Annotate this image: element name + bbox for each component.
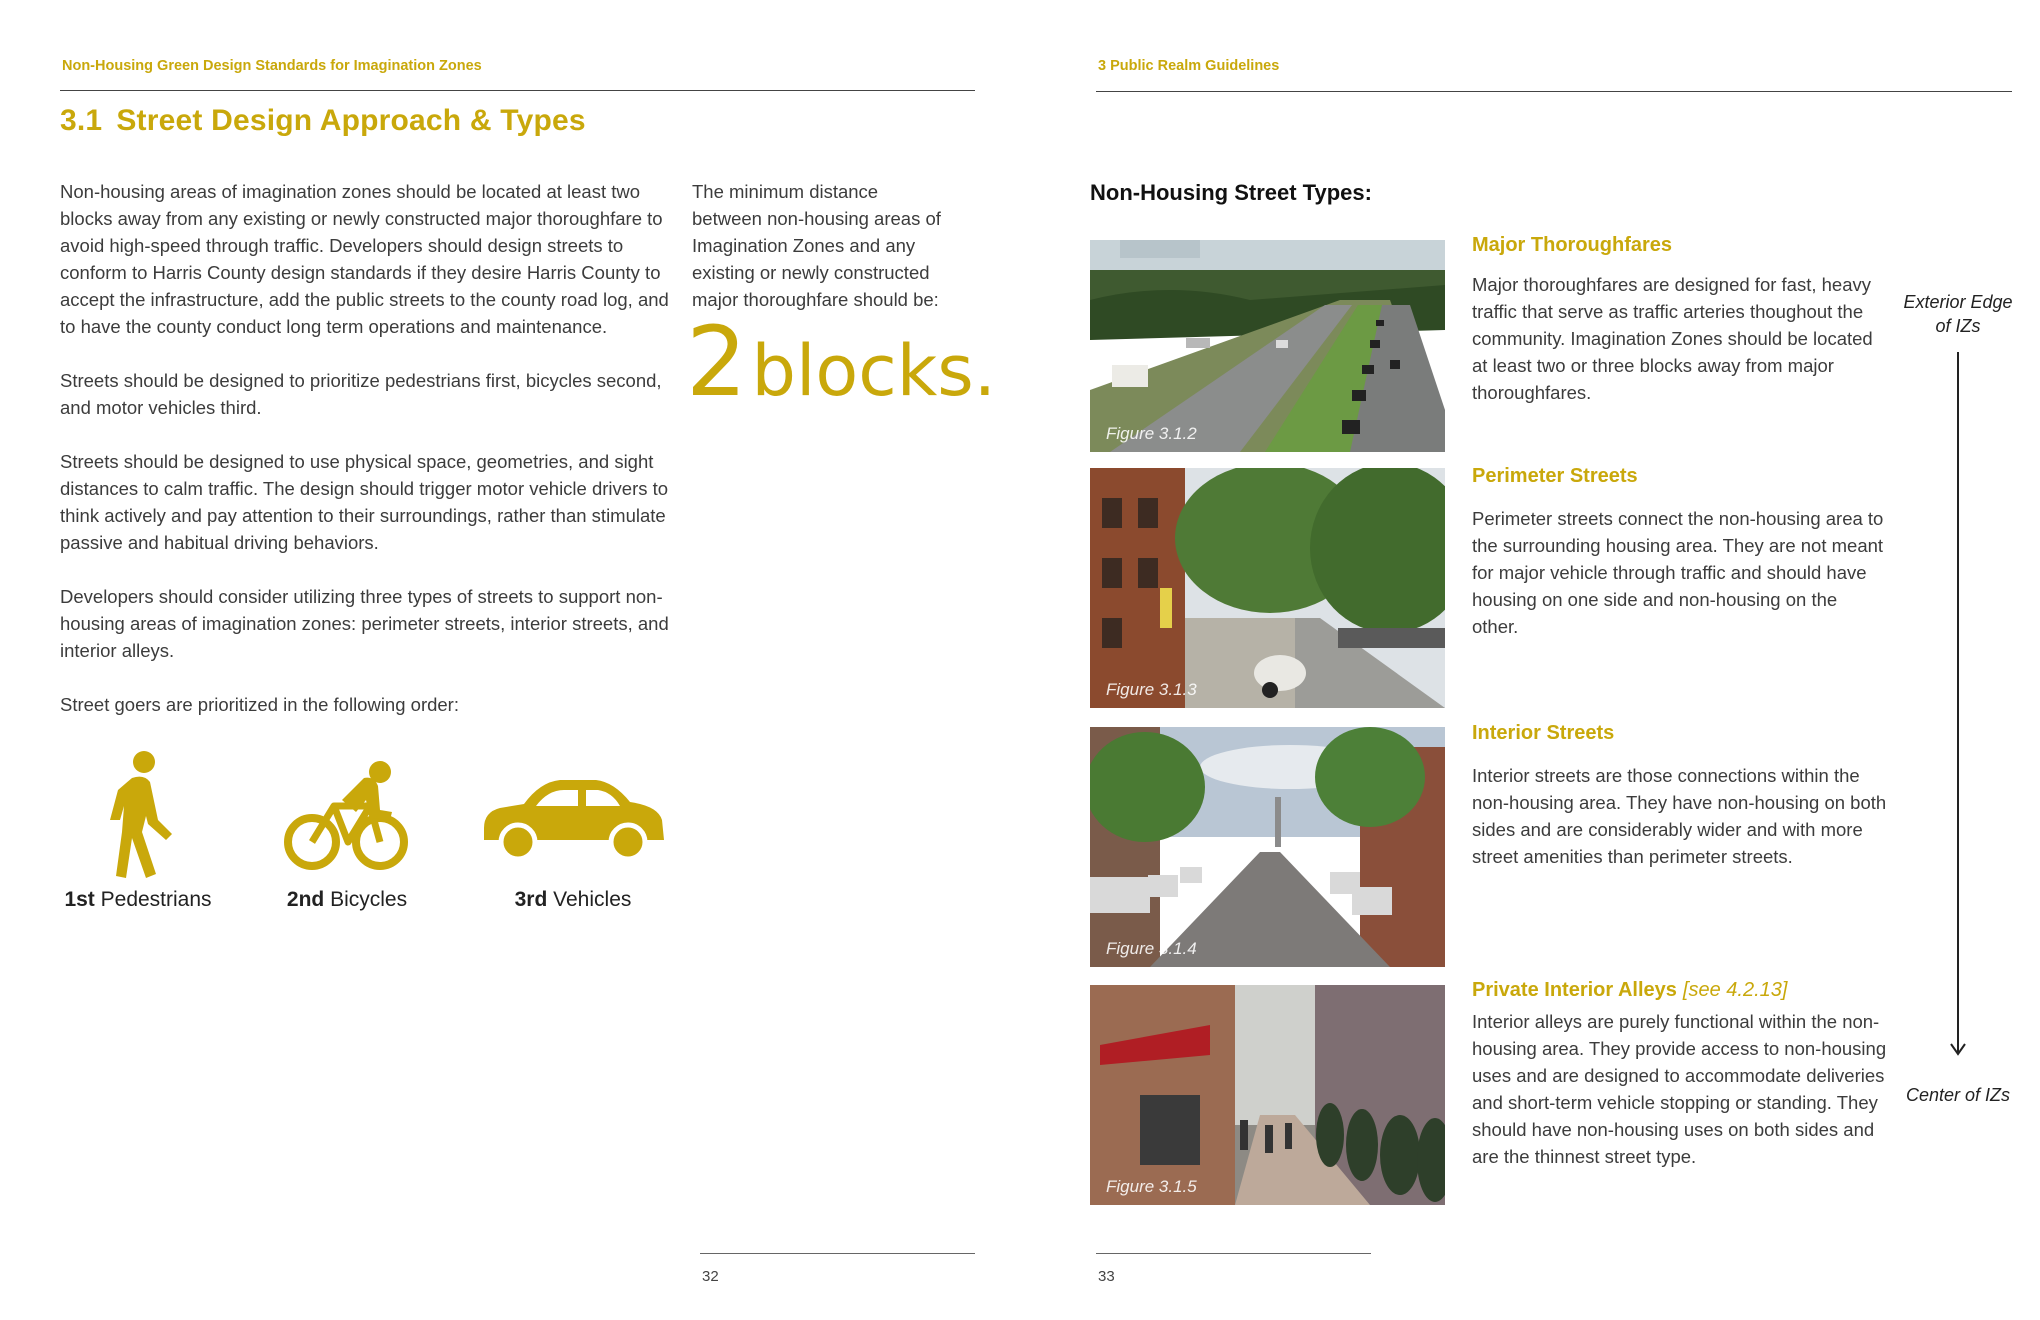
photo-perimeter-street bbox=[1090, 468, 1445, 708]
section-title-text: Street Design Approach & Types bbox=[116, 104, 586, 137]
paragraph: Street goers are prioritized in the following order: bbox=[60, 694, 459, 715]
type-private-interior-alleys bbox=[1472, 979, 1887, 1170]
type-description: Interior alleys are purely functional within the non-housing area. They provide access to non-housing uses and are designed to accommodate deliveries and short-term vehicle stopping or standing. They should have non-housing uses on both sides and are the thinnest street type. bbox=[1472, 1011, 1887, 1167]
figure-caption: Figure 3.1.4 bbox=[1106, 939, 1197, 958]
exterior-edge-label: Exterior Edge of IZs bbox=[1903, 292, 2013, 336]
figure-caption: Figure 3.1.2 bbox=[1106, 424, 1197, 443]
right-footer-rule bbox=[1096, 1253, 1371, 1254]
figure-caption: Figure 3.1.5 bbox=[1106, 1177, 1197, 1196]
page-number-right: 33 bbox=[1098, 1268, 1115, 1285]
pedestrian-icon bbox=[98, 750, 178, 880]
type-heading: Interior Streets bbox=[1472, 722, 1615, 744]
right-running-head: 3 Public Realm Guidelines bbox=[1098, 58, 1280, 74]
stat-number: 2 bbox=[686, 306, 748, 418]
car-icon bbox=[478, 750, 668, 880]
type-description: Interior streets are those connections within the non-housing area. They have non-housing on both sides and are considerably wider and with more street amenities than perimeter streets. bbox=[1472, 765, 1887, 867]
stat-unit: blocks. bbox=[751, 330, 996, 412]
type-description: Perimeter streets connect the non-housing area to the surrounding housing area. They are not meant for major vehicle through traffic and should have housing on one side and non-housing on the other. bbox=[1472, 508, 1884, 637]
center-label: Center of IZs bbox=[1905, 1085, 2011, 1105]
type-heading: Private Interior Alleys [see 4.2.13] bbox=[1472, 979, 1788, 1001]
paragraph: Streets should be designed to use physical space, geometries, and sight distances to calm traffic. The design should trigger motor vehicle drivers to think actively and pay attention to their surroundings, rather than stimulate passive and habitual driving behaviors. bbox=[60, 451, 669, 553]
paragraph: Streets should be designed to prioritize pedestrians first, bicycles second, and motor vehicles third. bbox=[60, 370, 662, 418]
section-number: 3.1 bbox=[60, 104, 103, 137]
street-types-title: Non-Housing Street Types: bbox=[1090, 180, 1372, 205]
type-major-thoroughfares bbox=[1472, 234, 1887, 406]
type-description: Major thoroughfares are designed for fast, heavy traffic that serve as traffic arteries thoughout the community. Imagination Zones should be located at least two or three blocks away from major thoroughfares. bbox=[1472, 274, 1873, 403]
section-title bbox=[60, 104, 586, 138]
mode-vehicles bbox=[478, 750, 668, 912]
photo-interior-alley bbox=[1090, 985, 1445, 1205]
sidebar-text: The minimum distance between non-housing areas of Imagination Zones and any existing or newly constructed major thoroughfare should be: bbox=[692, 181, 941, 310]
left-footer-rule bbox=[700, 1253, 975, 1254]
mode-label-vehicles: 3rd Vehicles bbox=[514, 888, 632, 911]
left-header-rule bbox=[60, 90, 975, 91]
mode-label-bicycles: 2nd Bicycles bbox=[286, 888, 408, 911]
type-heading: Major Thoroughfares bbox=[1472, 234, 1673, 256]
right-header-rule bbox=[1096, 91, 2012, 92]
figure-caption: Figure 3.1.3 bbox=[1106, 680, 1197, 699]
paragraph: Non-housing areas of imagination zones should be located at least two blocks away from any existing or newly constructed major thoroughfare to avoid high-speed through traffic. Developers should design streets to conform to Harris County design standards if they desire Harris County to accept the infrastructure, add the public streets to the county road log, and to have the county conduct long term operations and maintenance. bbox=[60, 181, 669, 337]
blocks-stat bbox=[686, 306, 996, 421]
photo-interior-street bbox=[1090, 727, 1445, 967]
page-number-left: 32 bbox=[702, 1268, 719, 1285]
down-arrow-icon bbox=[1948, 352, 1968, 1062]
cross-reference: [see 4.2.13] bbox=[1682, 979, 1788, 1001]
photo-major-thoroughfare bbox=[1090, 240, 1445, 452]
mode-pedestrians bbox=[58, 750, 218, 912]
mode-label-pedestrians: 1st Pedestrians bbox=[64, 888, 212, 911]
type-perimeter-streets bbox=[1472, 465, 1887, 640]
mode-bicycles bbox=[262, 750, 432, 912]
paragraph: Developers should consider utilizing three types of streets to support non-housing areas of imagination zones: perimeter streets, interior streets, and interior alleys. bbox=[60, 586, 669, 661]
body-text bbox=[60, 178, 670, 745]
bicycle-icon bbox=[282, 750, 412, 880]
type-interior-streets bbox=[1472, 722, 1887, 870]
left-running-head: Non-Housing Green Design Standards for Imagination Zones bbox=[62, 58, 482, 74]
type-heading: Perimeter Streets bbox=[1472, 465, 1638, 487]
